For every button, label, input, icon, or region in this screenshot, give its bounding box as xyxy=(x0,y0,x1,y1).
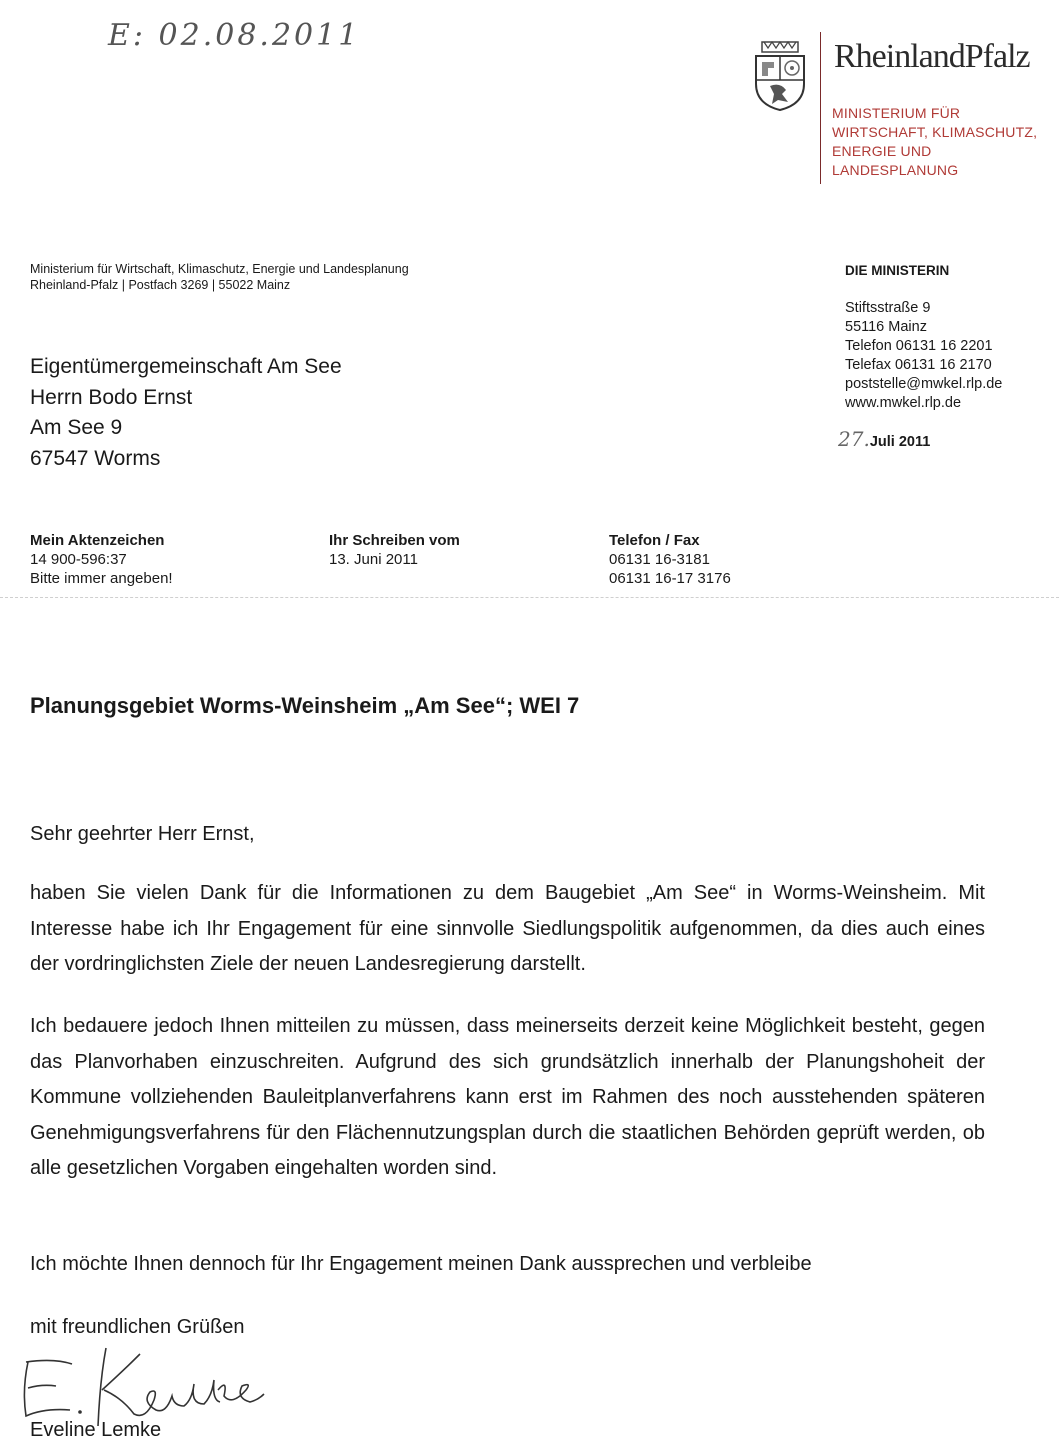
fold-mark-line xyxy=(0,597,1059,598)
reference-label: Mein Aktenzeichen xyxy=(30,532,165,549)
reference-label: Ihr Schreiben vom xyxy=(329,532,460,549)
reference-value: 14 900-596:37 xyxy=(30,551,127,568)
reference-note: Bitte immer angeben! xyxy=(30,570,173,587)
ministry-line: MINISTERIUM FÜR xyxy=(832,105,961,121)
sender-line: Ministerium für Wirtschaft, Klimaschutz, Energie und Landesplanung xyxy=(30,262,409,276)
ministry-line: LANDESPLANUNG xyxy=(832,162,959,178)
date-day-handwritten: 27. xyxy=(838,427,870,451)
ministry-name-block xyxy=(832,104,1037,180)
coat-of-arms-icon xyxy=(752,40,808,112)
salutation: Sehr geehrter Herr Ernst, xyxy=(30,823,255,845)
minister-label: DIE MINISTERIN xyxy=(845,263,950,278)
sender-address xyxy=(30,261,409,293)
contact-info xyxy=(845,261,1002,413)
letter-subject: Planungsgebiet Worms-Weinsheim „Am See“; WEI 7 xyxy=(30,693,580,718)
contact-city: 55116 Mainz xyxy=(845,319,927,335)
letter-date xyxy=(838,427,930,451)
reference-telefon xyxy=(609,531,731,588)
closing-phrase: mit freundlichen Grüßen xyxy=(30,1316,245,1338)
contact-phone: Telefon 06131 16 2201 xyxy=(845,338,993,354)
logo-divider xyxy=(820,32,821,184)
reference-fax: 06131 16-17 3176 xyxy=(609,570,731,587)
signer-name: Eveline Lemke xyxy=(30,1419,162,1441)
recipient-address xyxy=(30,352,342,474)
reference-value: 13. Juni 2011 xyxy=(329,551,418,568)
body-paragraph: Ich bedauere jedoch Ihnen mitteilen zu müssen, dass meinerseits derzeit keine Möglichkeit besteht, gegen das Planvorhaben einzuschreiten. Aufgrund des sich grundsätzlich innerhalb der Planungshoheit der Kommune vollziehenden Bauleitplanverfahrens kann erst im Rahmen des noch ausstehenden späteren Genehmigungsverfahrens für den Flächennutzungsplan durch die staatlichen Behörden geprüft werden, ob alle gesetzlichen Vorgaben eingehalten worden sind. xyxy=(30,1015,985,1180)
recipient-line: 67547 Worms xyxy=(30,446,161,470)
handwritten-receipt-note: E: 02.08.2011 xyxy=(108,18,361,53)
reference-aktenzeichen xyxy=(30,531,173,588)
contact-street: Stiftsstraße 9 xyxy=(845,300,931,316)
body-paragraph: haben Sie vielen Dank für die Informationen zu dem Baugebiet „Am See“ in Worms-Weinsheim. Mit Interesse habe ich Ihr Engagement für eine sinnvolle Siedlungspolitik aufgenommen, da dies auch eines der vordringlichsten Ziele der neuen Landesregierung darstellt. xyxy=(30,882,985,976)
state-logo-wordmark: RheinlandPfalz xyxy=(834,38,1030,75)
ministry-line: ENERGIE UND xyxy=(832,143,932,159)
date-month-year: Juli 2011 xyxy=(869,434,931,450)
reference-label: Telefon / Fax xyxy=(609,532,700,549)
recipient-line: Herrn Bodo Ernst xyxy=(30,385,193,409)
handwritten-signature xyxy=(14,1340,274,1430)
reference-phone: 06131 16-3181 xyxy=(609,551,710,568)
body-paragraph: Ich möchte Ihnen dennoch für Ihr Engagement meinen Dank aussprechen und verbleibe xyxy=(30,1253,812,1275)
sender-line: Rheinland-Pfalz | Postfach 3269 | 55022 Mainz xyxy=(30,278,291,292)
recipient-line: Am See 9 xyxy=(30,416,123,439)
ministry-line: WIRTSCHAFT, KLIMASCHUTZ, xyxy=(832,124,1038,140)
contact-email: poststelle@mwkel.rlp.de xyxy=(845,376,1003,392)
reference-schreiben xyxy=(329,531,460,569)
contact-web: www.mwkel.rlp.de xyxy=(845,395,962,411)
recipient-line: Eigentümergemeinschaft Am See xyxy=(30,355,342,378)
contact-fax: Telefax 06131 16 2170 xyxy=(845,357,992,373)
